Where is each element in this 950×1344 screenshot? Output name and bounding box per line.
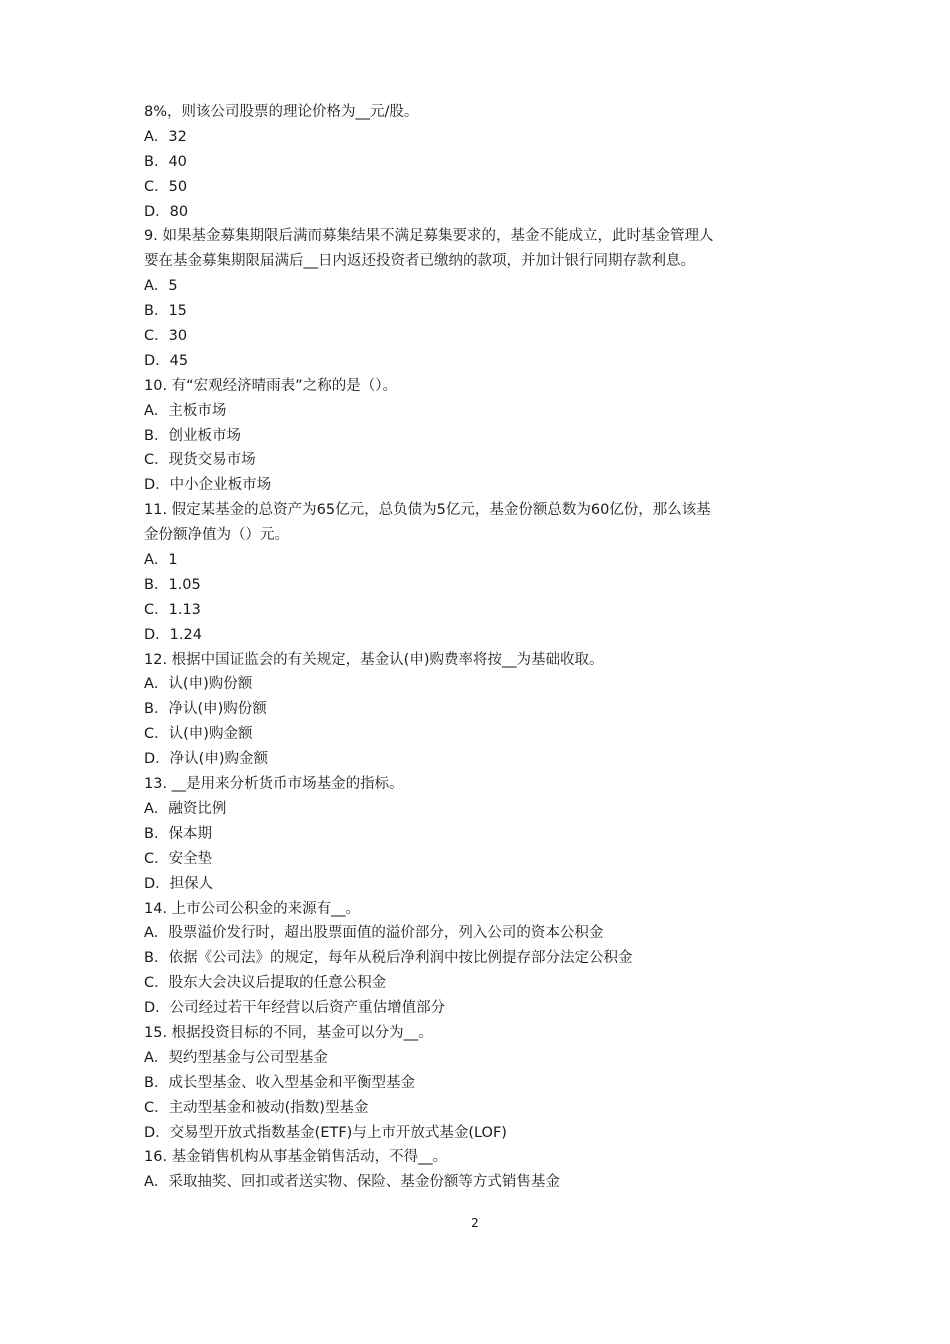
answer-option: B．保本期 [144, 825, 212, 842]
text-line: 金份额净值为（）元。 [144, 527, 289, 544]
answer-option: B．依据《公司法》的规定，每年从税后净利润中按比例提存部分法定公积金 [144, 950, 633, 967]
text-line: 8%，则该公司股票的理论价格为__元/股。 [144, 104, 419, 120]
answer-option: A．采取抽奖、回扣或者送实物、保险、基金份额等方式销售基金 [144, 1174, 560, 1191]
answer-option: A．契约型基金与公司型基金 [144, 1049, 328, 1066]
question-text: 15. 根据投资目标的不同，基金可以分为__。 [144, 1024, 433, 1041]
answer-option: A．1 [144, 552, 178, 569]
answer-option: A．股票溢价发行时，超出股票面值的溢价部分，列入公司的资本公积金 [144, 925, 604, 942]
question-text: 11. 假定某基金的总资产为65亿元，总负债为5亿元，基金份额总数为60亿份，那么该基 [144, 502, 711, 519]
answer-option: A．32 [144, 128, 187, 145]
answer-option: D．交易型开放式指数基金(ETF)与上市开放式基金(LOF) [144, 1124, 507, 1141]
question-text: 12. 根据中国证监会的有关规定，基金认(申)购费率将按__为基础收取。 [144, 651, 604, 668]
answer-option: C．50 [144, 178, 188, 195]
answer-option: B．40 [144, 153, 187, 170]
question-text: 10. 有“宏观经济晴雨表”之称的是（）。 [144, 377, 397, 394]
answer-option: B．成长型基金、收入型基金和平衡型基金 [144, 1074, 415, 1091]
question-text: 13. __是用来分析货币市场基金的指标。 [144, 776, 404, 793]
answer-option: A．5 [144, 278, 178, 295]
answer-option: B．创业板市场 [144, 427, 241, 444]
answer-option: C．1.13 [144, 601, 201, 618]
answer-option: D．1.24 [144, 626, 202, 643]
answer-option: A．认(申)购份额 [144, 676, 253, 693]
answer-option: D．净认(申)购金额 [144, 751, 268, 768]
question-text: 16. 基金销售机构从事基金销售活动，不得__。 [144, 1149, 448, 1166]
answer-option: B．15 [144, 303, 187, 320]
answer-option: C．现货交易市场 [144, 452, 256, 469]
answer-option: C．股东大会决议后提取的任意公积金 [144, 975, 387, 992]
answer-option: D．公司经过若干年经营以后资产重估增值部分 [144, 1000, 446, 1017]
answer-option: C．安全垫 [144, 850, 213, 867]
answer-option: D．担保人 [144, 875, 214, 892]
answer-option: C．主动型基金和被动(指数)型基金 [144, 1099, 369, 1116]
answer-option: A．融资比例 [144, 800, 227, 817]
answer-option: D．中小企业板市场 [144, 477, 272, 494]
answer-option: B．净认(申)购份额 [144, 701, 267, 718]
answer-option: A．主板市场 [144, 402, 227, 419]
answer-option: B．1.05 [144, 576, 201, 593]
page-number: 2 [471, 1216, 479, 1230]
answer-option: D．80 [144, 203, 189, 220]
question-text: 14. 上市公司公积金的来源有__。 [144, 900, 361, 917]
answer-option: C．认(申)购金额 [144, 726, 253, 743]
question-text: 9. 如果基金募集期限后满而募集结果不满足募集要求的，基金不能成立，此时基金管理人 [144, 228, 714, 245]
answer-option: D．45 [144, 352, 189, 369]
answer-option: C．30 [144, 328, 188, 345]
text-line: 要在基金募集期限届满后__日内返还投资者已缴纳的款项，并加计银行同期存款利息。 [144, 253, 695, 270]
page-content [144, 100, 816, 1195]
